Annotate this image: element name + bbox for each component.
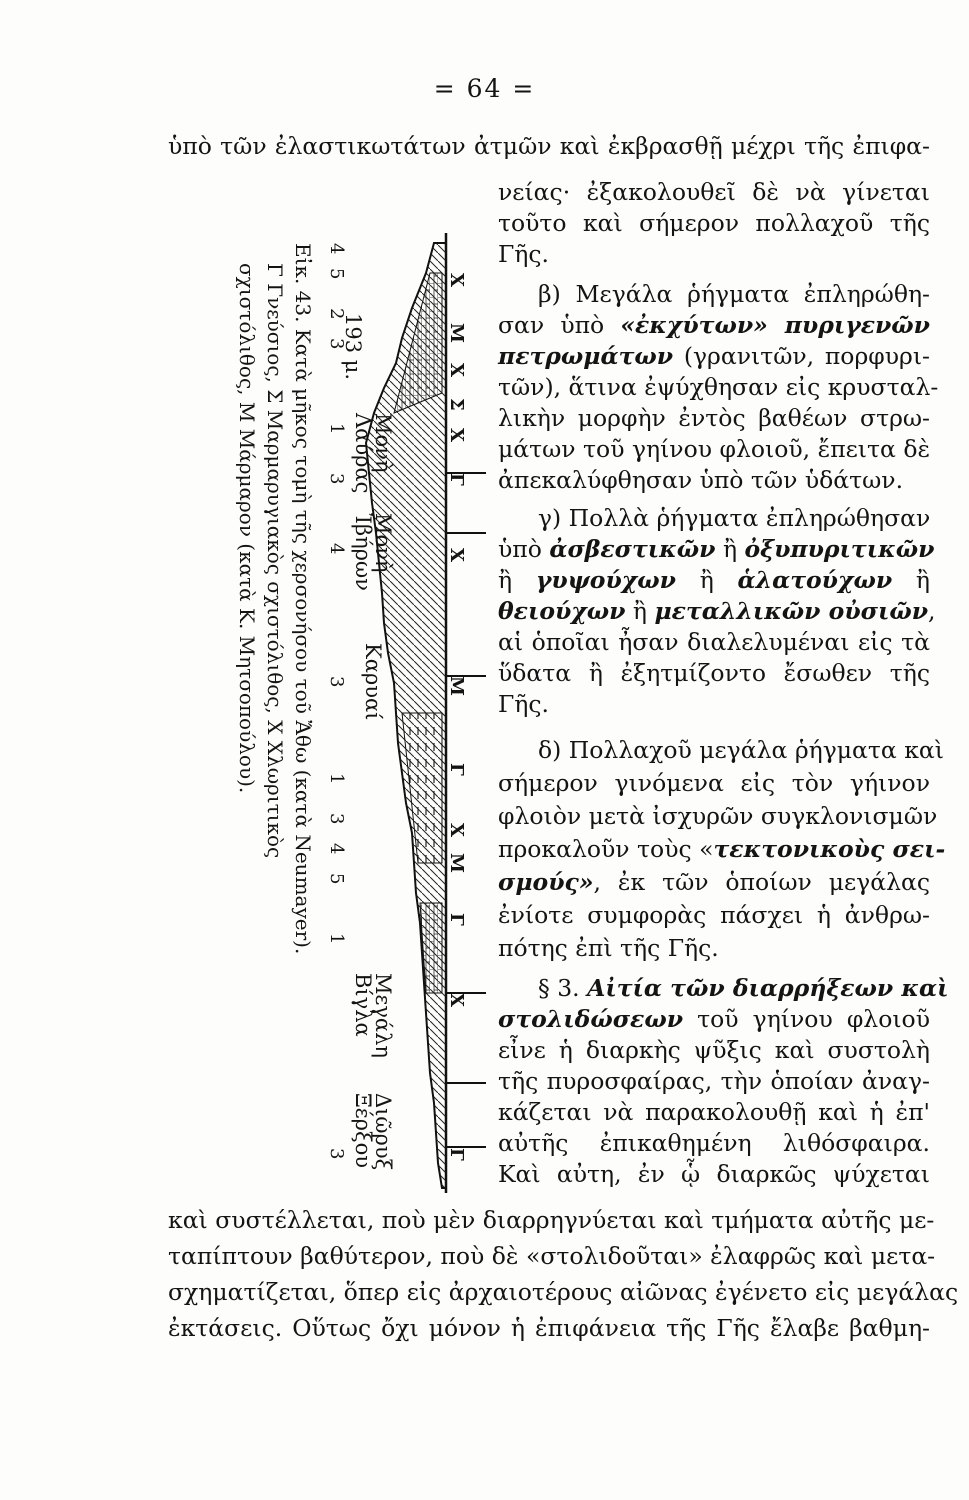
text-line: εἶνε ἡ διαρκὴς ψῦξις καὶ συστολὴ (498, 1036, 930, 1064)
text-line: αὐτῆς ἐπικαθημένη λιθόσφαιρα. (498, 1129, 930, 1157)
layer-number: 4 (326, 243, 347, 255)
text-line: ἐκτάσεις. Οὕτως ὄχι μόνον ἡ ἐπιφάνεια τῆς Γῆς ἔλαβε βαθμη- (168, 1314, 930, 1342)
text-line: προκαλοῦν τοὺς «τεκτονικοὺς σει- (498, 835, 946, 863)
figure-caption-line: Γ Γνεύσιος, Σ Μαρμαρυγιακὸς σχιστόλιθος, Χ Χλωριτικὸς (263, 263, 287, 859)
cross-section-figure (164, 213, 494, 1213)
text-line: καὶ συστέλλεται, ποὺ μὲν διαρρηγνύεται καὶ τμήματα αὐτῆς με- (168, 1206, 935, 1234)
rock-type-letter: Μ (446, 323, 467, 343)
text-line: κάζεται νὰ παρακολουθῇ καὶ ἡ ἐπ' (498, 1098, 930, 1126)
text-line: σήμερον γινόμενα εἰς τὸν γήινον (498, 769, 930, 797)
layer-number: 3 (326, 473, 347, 485)
text-line: β) Μεγάλα ῥήγματα ἐπληρώθη- (538, 280, 930, 308)
label-dioryx: Διῶρυξ (371, 1093, 395, 1171)
text-line: φλοιὸν μετὰ ἰσχυρῶν συγκλονισμῶν (498, 802, 938, 830)
text-line: σμούς», ἐκ τῶν ὁποίων μεγάλας (498, 868, 930, 896)
layer-number: 5 (326, 268, 347, 280)
rock-type-letter: Χ (446, 273, 467, 287)
text-line: Γῆς. (498, 240, 550, 268)
layer-number: 1 (326, 423, 347, 435)
label-height: 193 μ. (341, 313, 365, 381)
figure-caption-line: σχιστόλιθος, Μ Μάρμαρον (κατὰ Κ. Μητσοπούλου). (235, 263, 259, 794)
label-mone-iviron-2: Ἰβήρων (351, 513, 375, 591)
rock-type-letter: Μ (446, 853, 467, 873)
text-line: δ) Πολλαχοῦ μεγάλα ῥήγματα καὶ (538, 736, 945, 764)
text-line: μάτων τοῦ γηίνου φλοιοῦ, ἔπειτα δὲ (498, 435, 931, 463)
text-line: αἱ ὁποῖαι ἦσαν διαλελυμέναι εἰς τὰ (498, 628, 930, 656)
text-line: νείας· ἐξακολουθεῖ δὲ νὰ γίνεται (498, 178, 930, 206)
figure-caption-line: Εἰκ. 43. Κατὰ μῆκος τομὴ τῆς χερσονήσου τοῦ Ἄθω (κατὰ Neumayer). (291, 243, 315, 955)
rock-type-letter: Σ (446, 398, 467, 411)
rock-type-letter: Μ (446, 676, 467, 696)
text-line: τῶν), ἅτινα ἐψύχθησαν εἰς κρυσταλ- (498, 373, 939, 401)
layer-number: 3 (326, 1148, 347, 1160)
text-line: ὑπὸ ἀσβεστικῶν ἢ ὀξυπυριτικῶν (498, 535, 935, 563)
label-megali-vigla-2: Βίγλα (351, 973, 375, 1037)
label-megali-vigla: Μεγάλη (371, 973, 395, 1059)
rock-type-letter: Χ (446, 993, 467, 1007)
text-line: σαν ὑπὸ «ἐκχύτων» πυριγενῶν (498, 311, 930, 339)
label-mone-lavras-2: Λαύρας (351, 413, 375, 494)
text-line: Καὶ αὐτη, ἐν ᾧ διαρκῶς ψύχεται (498, 1160, 930, 1188)
text-line: λικὴν μορφὴν ἐντὸς βαθέων στρω- (498, 404, 930, 432)
layer-number: 1 (326, 933, 347, 945)
text-line: Γῆς. (498, 690, 550, 718)
text-line: στολιδώσεων τοῦ γηίνου φλοιοῦ (498, 1005, 930, 1033)
text-line: ἀπεκαλύφθησαν ὑπὸ τῶν ὑδάτων. (498, 466, 904, 494)
rock-type-letter: Γ (446, 763, 467, 776)
text-line: θειούχων ἢ μεταλλικῶν οὐσιῶν, (498, 597, 936, 625)
rock-type-letter: Γ (446, 1148, 467, 1161)
label-karyai: Καρυαί (361, 643, 385, 721)
rock-type-letter: Χ (446, 823, 467, 837)
label-xerxou: Ξέρξου (351, 1093, 375, 1168)
text-line: σχηματίζεται, ὅπερ εἰς ἀρχαιοτέρους αἰῶνας ἐγένετο εἰς μεγάλας (168, 1278, 959, 1306)
layer-number: 3 (326, 676, 347, 688)
text-line: ὑπὸ τῶν ἐλαστικωτάτων ἀτμῶν καὶ ἐκβρασθῇ μέχρι τῆς ἐπιφα- (168, 132, 930, 160)
text-line: τῆς πυροσφαίρας, τὴν ὁποίαν ἀναγ- (498, 1067, 930, 1095)
label-mone-iviron: Μονὴ (371, 513, 395, 573)
text-line: γ) Πολλὰ ῥήγματα ἐπληρώθησαν (538, 504, 931, 532)
rock-type-letter: Γ (446, 473, 467, 486)
label-mone-lavras: Μονὴ (371, 413, 395, 473)
text-line: πετρωμάτων (γρανιτῶν, πορφυρι- (498, 342, 930, 370)
layer-number: 3 (326, 813, 347, 825)
rock-type-letter: Χ (446, 548, 467, 562)
section-heading: § 3. Αἰτία τῶν διαρρήξεων καὶ (538, 974, 949, 1002)
layer-number: 4 (326, 543, 347, 555)
page-number: = 64 = (433, 74, 536, 103)
text-line: ἢ γυψούχων ἢ ἁλατούχων ἢ (498, 566, 930, 594)
rock-type-letter: Χ (446, 428, 467, 442)
layer-number: 5 (326, 873, 347, 885)
layer-number: 2 (326, 308, 347, 320)
text-line: τοῦτο καὶ σήμερον πολλαχοῦ τῆς (498, 209, 930, 237)
text-line: ὕδατα ἢ ἐξητμίζοντο ἔσωθεν τῆς (498, 659, 930, 687)
layer-number: 3 (326, 338, 347, 350)
text-line: ταπίπτουν βαθύτερον, ποὺ δὲ «στολιδοῦται» ἐλαφρῶς καὶ μετα- (168, 1242, 936, 1270)
layer-number: 1 (326, 773, 347, 785)
text-line: πότης ἐπὶ τῆς Γῆς. (498, 934, 719, 962)
text-line: ἐνίοτε συμφορὰς πάσχει ἡ ἀνθρω- (498, 901, 930, 929)
rock-type-letter: Γ (446, 913, 467, 926)
layer-number: 4 (326, 843, 347, 855)
rock-type-letter: Χ (446, 363, 467, 377)
